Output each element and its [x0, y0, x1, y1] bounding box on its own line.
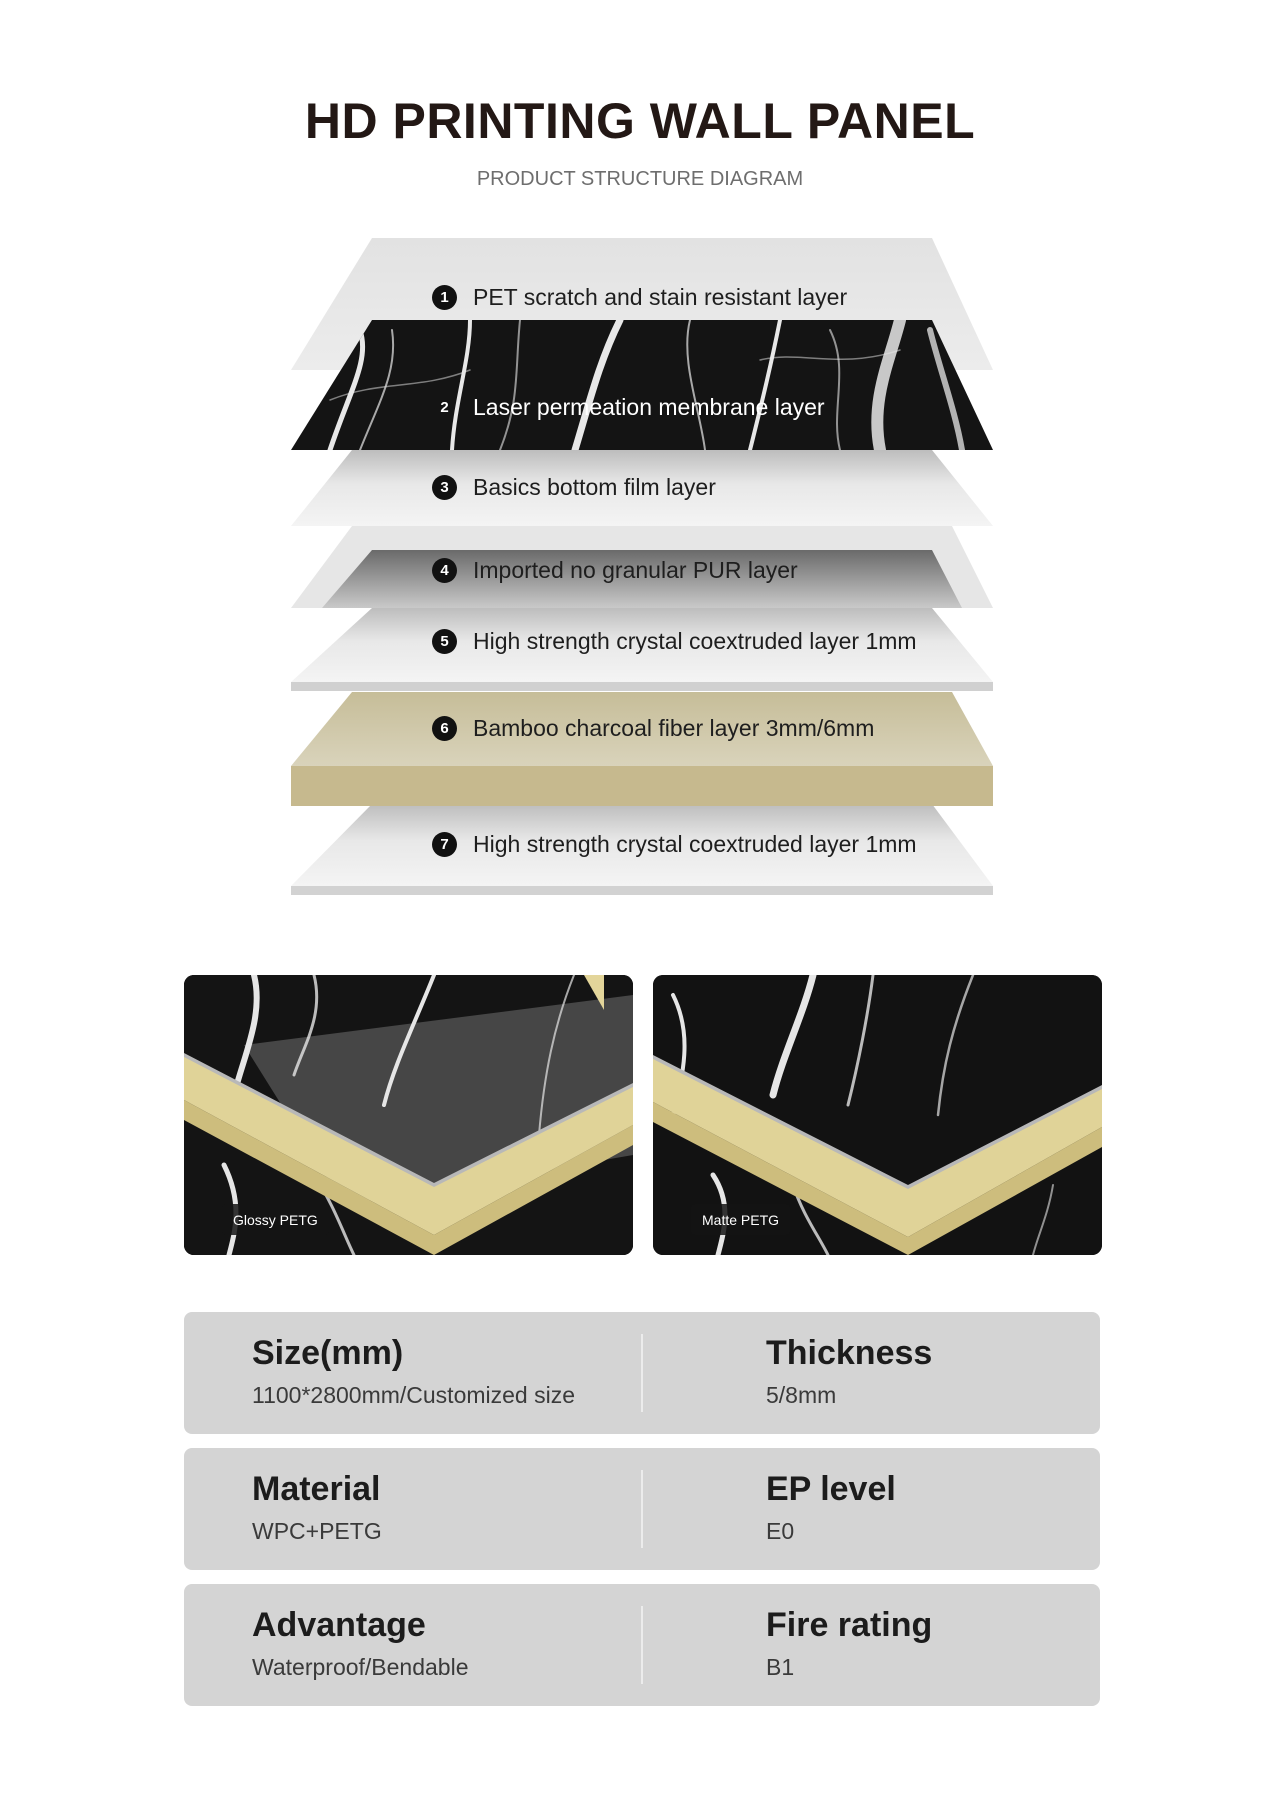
spec-ep-level [766, 1468, 896, 1545]
spec-advantage-value: Waterproof/Bendable [252, 1654, 469, 1680]
layer-5-label [432, 626, 917, 656]
spec-fire-rating-label: Fire rating [766, 1606, 933, 1644]
layer-6-badge: 6 [432, 716, 457, 741]
spec-size-label: Size(mm) [252, 1334, 404, 1372]
page-title: HD PRINTING WALL PANEL [304, 93, 976, 149]
page-subtitle: PRODUCT STRUCTURE DIAGRAM [476, 168, 804, 190]
spec-material [252, 1468, 382, 1545]
layer-6-shape [291, 692, 993, 806]
spec-thickness [766, 1332, 932, 1409]
spec-thickness-value: 5/8mm [766, 1382, 837, 1408]
layer-1-text: PET scratch and stain resistant layer [473, 283, 848, 310]
layer-3-label [432, 472, 716, 502]
matte-petg-photo [653, 975, 1102, 1255]
layer-2-text: Laser permeation membrane layer [473, 393, 825, 420]
layer-2-shape [291, 320, 993, 450]
spec-card-material-ep [184, 1448, 1100, 1570]
layer-7-label [432, 829, 917, 859]
spec-ep-level-value: E0 [766, 1518, 795, 1544]
glossy-petg-caption: Glossy PETG [222, 1204, 329, 1235]
spec-size [252, 1332, 575, 1409]
layer-6-label [432, 713, 874, 743]
spec-material-value: WPC+PETG [252, 1518, 382, 1544]
spec-card-advantage-fire [184, 1584, 1100, 1706]
layer-1-badge: 1 [432, 285, 457, 310]
layer-4-badge: 4 [432, 558, 457, 583]
layer-3-badge: 3 [432, 475, 457, 500]
layer-3-text: Basics bottom film layer [473, 473, 716, 500]
layer-1-label [432, 282, 847, 312]
layer-4-label [432, 555, 798, 585]
spec-ep-level-label: EP level [766, 1470, 896, 1508]
layer-6-text: Bamboo charcoal fiber layer 3mm/6mm [473, 714, 875, 741]
glossy-petg-photo [184, 975, 633, 1255]
spec-card-size-thickness [184, 1312, 1100, 1434]
layer-2-badge: 2 [440, 398, 449, 416]
matte-petg-caption: Matte PETG [691, 1204, 790, 1235]
layer-7-badge: 7 [432, 832, 457, 857]
spec-divider [641, 1470, 643, 1548]
spec-fire-rating [766, 1604, 932, 1681]
layer-4-text: Imported no granular PUR layer [473, 556, 798, 583]
spec-material-label: Material [252, 1470, 381, 1508]
layer-5-text: High strength crystal coextruded layer 1mm [473, 627, 917, 654]
spec-advantage-label: Advantage [252, 1606, 426, 1644]
spec-thickness-label: Thickness [766, 1334, 933, 1372]
spec-advantage [252, 1604, 469, 1681]
spec-size-value: 1100*2800mm/Customized size [252, 1382, 576, 1408]
spec-fire-rating-value: B1 [766, 1654, 795, 1680]
spec-divider [641, 1334, 643, 1412]
layer-2-label [432, 392, 825, 422]
spec-divider [641, 1606, 643, 1684]
layer-5-badge: 5 [432, 629, 457, 654]
layer-7-text: High strength crystal coextruded layer 1mm [473, 830, 917, 857]
